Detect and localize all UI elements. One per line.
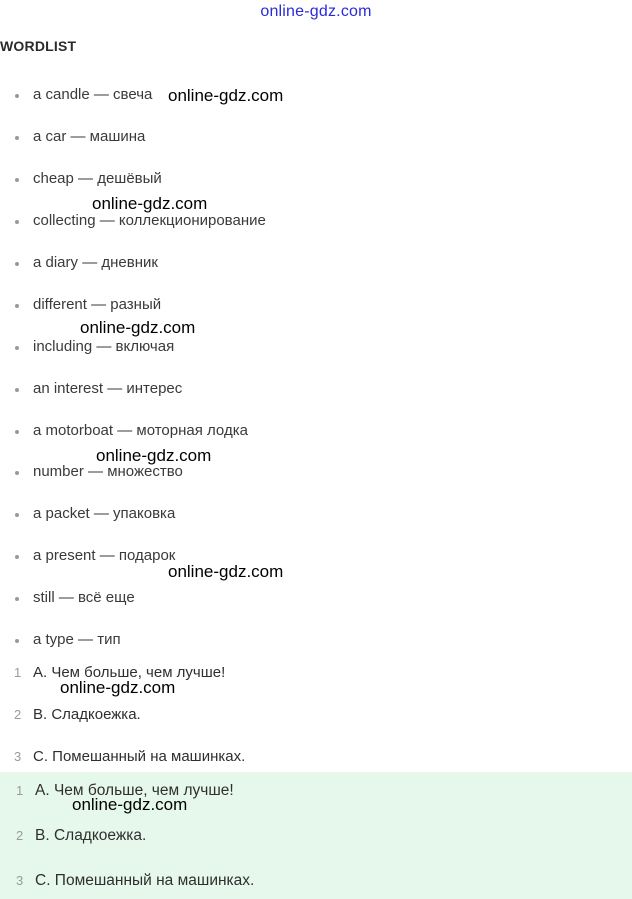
answer-text: А. Чем больше, чем лучше!	[33, 664, 226, 681]
watermark-text: online-gdz.com	[96, 446, 212, 465]
watermark-text: online-gdz.com	[168, 562, 284, 581]
list-item-text: a candle — свеча	[33, 86, 153, 103]
bullet-dot-icon	[15, 388, 19, 392]
list-item-text: including — включая	[33, 338, 175, 355]
bullet-dot-icon	[15, 262, 19, 266]
bullet-dot-icon	[15, 346, 19, 350]
watermark-text: online-gdz.com	[92, 194, 208, 213]
watermark-top: online-gdz.com	[260, 3, 372, 20]
answer-number: 2	[14, 707, 22, 722]
answer-number: 1	[14, 665, 22, 680]
list-item-text: a diary — дневник	[33, 254, 158, 271]
list-item-text: different — разный	[33, 296, 162, 313]
bullet-dot-icon	[15, 220, 19, 224]
list-item-text: a type — тип	[33, 631, 121, 648]
bullet-dot-icon	[15, 430, 19, 434]
bullet-dot-icon	[15, 597, 19, 601]
answer-text: В. Сладкоежка.	[35, 827, 147, 844]
watermark-text: online-gdz.com	[80, 318, 196, 337]
list-item-text: an interest — интерес	[33, 380, 183, 397]
highlighted-answer-box	[0, 772, 632, 899]
list-item-text: a car — машина	[33, 128, 146, 145]
answer-number: 3	[14, 749, 22, 764]
answer-number: 1	[16, 783, 24, 798]
list-item-text: cheap — дешёвый	[33, 170, 162, 187]
watermark-text: online-gdz.com	[72, 795, 188, 814]
list-item-text: a motorboat — моторная лодка	[33, 422, 248, 439]
wordlist-heading: WORDLIST	[0, 38, 77, 54]
answer-number: 2	[16, 828, 24, 843]
bullet-dot-icon	[15, 136, 19, 140]
bullet-dot-icon	[15, 639, 19, 643]
bullet-dot-icon	[15, 555, 19, 559]
watermark-text: online-gdz.com	[60, 678, 176, 697]
bullet-dot-icon	[15, 178, 19, 182]
bullet-dot-icon	[15, 94, 19, 98]
list-item-text: collecting — коллекционирование	[33, 212, 266, 229]
list-item-text: a packet — упаковка	[33, 505, 176, 522]
answer-text: В. Сладкоежка.	[33, 706, 141, 723]
answer-text: С. Помешанный на машинках.	[33, 748, 246, 765]
bullet-dot-icon	[15, 513, 19, 517]
bullet-dot-icon	[15, 471, 19, 475]
watermark-text: online-gdz.com	[168, 86, 284, 105]
bullet-dot-icon	[15, 304, 19, 308]
list-item-text: number — множество	[33, 463, 183, 480]
list-item-text: still — всё еще	[33, 589, 135, 606]
answer-text: С. Помешанный на машинках.	[35, 872, 255, 889]
answer-number: 3	[16, 873, 24, 888]
list-item-text: a present — подарок	[33, 547, 176, 564]
answer-text: А. Чем больше, чем лучше!	[35, 782, 234, 799]
